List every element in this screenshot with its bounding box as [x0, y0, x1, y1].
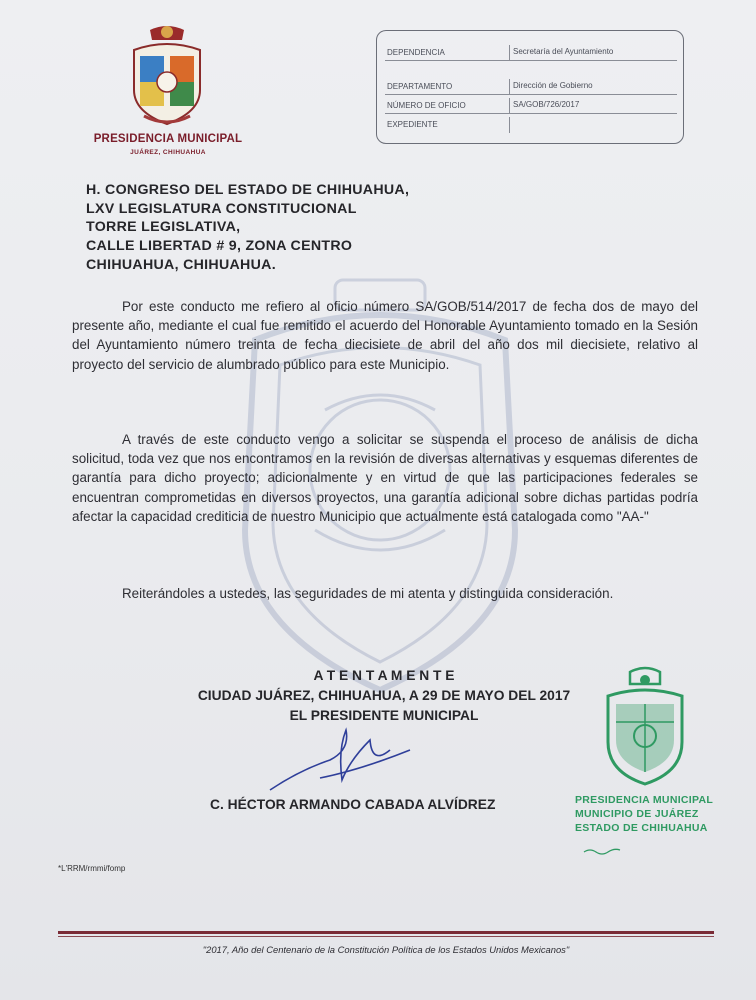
reference-value: Secretaría del Ayuntamiento	[513, 47, 614, 56]
signer-name: C. HÉCTOR ARMANDO CABADA ALVÍDREZ	[210, 797, 496, 812]
reference-row-dependencia	[385, 45, 677, 61]
reference-value: Dirección de Gobierno	[513, 81, 593, 90]
closing-place-date: CIUDAD JUÁREZ, CHIHUAHUA, A 29 DE MAYO DEL 2017	[197, 688, 571, 703]
closing-salutation: A T E N T A M E N T E	[313, 668, 455, 683]
official-seal-icon	[600, 664, 690, 788]
body-paragraph: Por este conducto me refiero al oficio número SA/GOB/514/2017 de fecha dos de mayo del presente año, mediante el cual fue remitido el acuerdo del Honorable Ayuntamiento tomado en la Sesión del Ayuntamiento número treinta de fecha diecisiete de abril del año dos mil diecisiete, relativo al proyecto del servicio de alumbrado público para este Municipio.	[72, 299, 698, 372]
addressee-line: CHIHUAHUA, CHIHUAHUA.	[86, 256, 276, 273]
handwritten-signature-icon	[260, 720, 420, 800]
addressee-line: CALLE LIBERTAD # 9, ZONA CENTRO	[86, 238, 353, 255]
footer-rule-thin	[58, 936, 714, 937]
footer-motto: "2017, Año del Centenario de la Constitución Política de los Estados Unidos Mexicanos"	[202, 944, 570, 955]
body-paragraph: Reiterándoles a ustedes, las seguridades de mi atenta y distinguida consideración.	[122, 586, 614, 601]
reference-row-numero-oficio	[385, 98, 677, 114]
seal-line: PRESIDENCIA MUNICIPAL	[575, 794, 714, 806]
reference-label: EXPEDIENTE	[387, 120, 438, 129]
closing-position: EL PRESIDENTE MUNICIPAL	[289, 708, 479, 723]
organization-name: PRESIDENCIA MUNICIPAL	[93, 133, 243, 145]
reference-label: DEPENDENCIA	[387, 48, 445, 57]
footer-rule	[58, 931, 714, 934]
addressee-line: TORRE LEGISLATIVA,	[86, 219, 241, 236]
seal-initial-scribble-icon	[582, 846, 622, 856]
reference-label: DEPARTAMENTO	[387, 82, 453, 91]
reference-initials: *L'RRM/rmmi/fomp	[58, 864, 126, 873]
addressee-line: H. CONGRESO DEL ESTADO DE CHIHUAHUA,	[86, 182, 410, 198]
reference-label: NÚMERO DE OFICIO	[387, 101, 466, 110]
organization-city: JUÁREZ, CHIHUAHUA	[130, 149, 206, 156]
seal-line: ESTADO DE CHIHUAHUA	[575, 822, 708, 834]
reference-row-expediente	[385, 117, 677, 133]
addressee-line: LXV LEGISLATURA CONSTITUCIONAL	[86, 200, 357, 217]
reference-row-departamento	[385, 79, 677, 95]
body-paragraph: A través de este conducto vengo a solicitar se suspenda el proceso de análisis de dicha solicitud, toda vez que nos encontramos en la revisión de diversas alternativas y esquemas diferentes de garantía para dicho proyecto; adicionalmente y en virtud de que las participaciones federales se encuentran comprometidas en diversos proyectos, una garantía adicional sobre dichas partidas podría afectar la capacidad crediticia de nuestro Municipio que actualmente está catalogada como "AA-"	[72, 432, 698, 524]
addressee-block	[86, 181, 409, 275]
municipal-coat-of-arms-icon	[124, 20, 210, 128]
reference-value: SA/GOB/726/2017	[513, 100, 580, 109]
seal-line: MUNICIPIO DE JUÁREZ	[575, 808, 699, 820]
reference-box	[376, 30, 684, 144]
seal-text	[575, 793, 740, 835]
